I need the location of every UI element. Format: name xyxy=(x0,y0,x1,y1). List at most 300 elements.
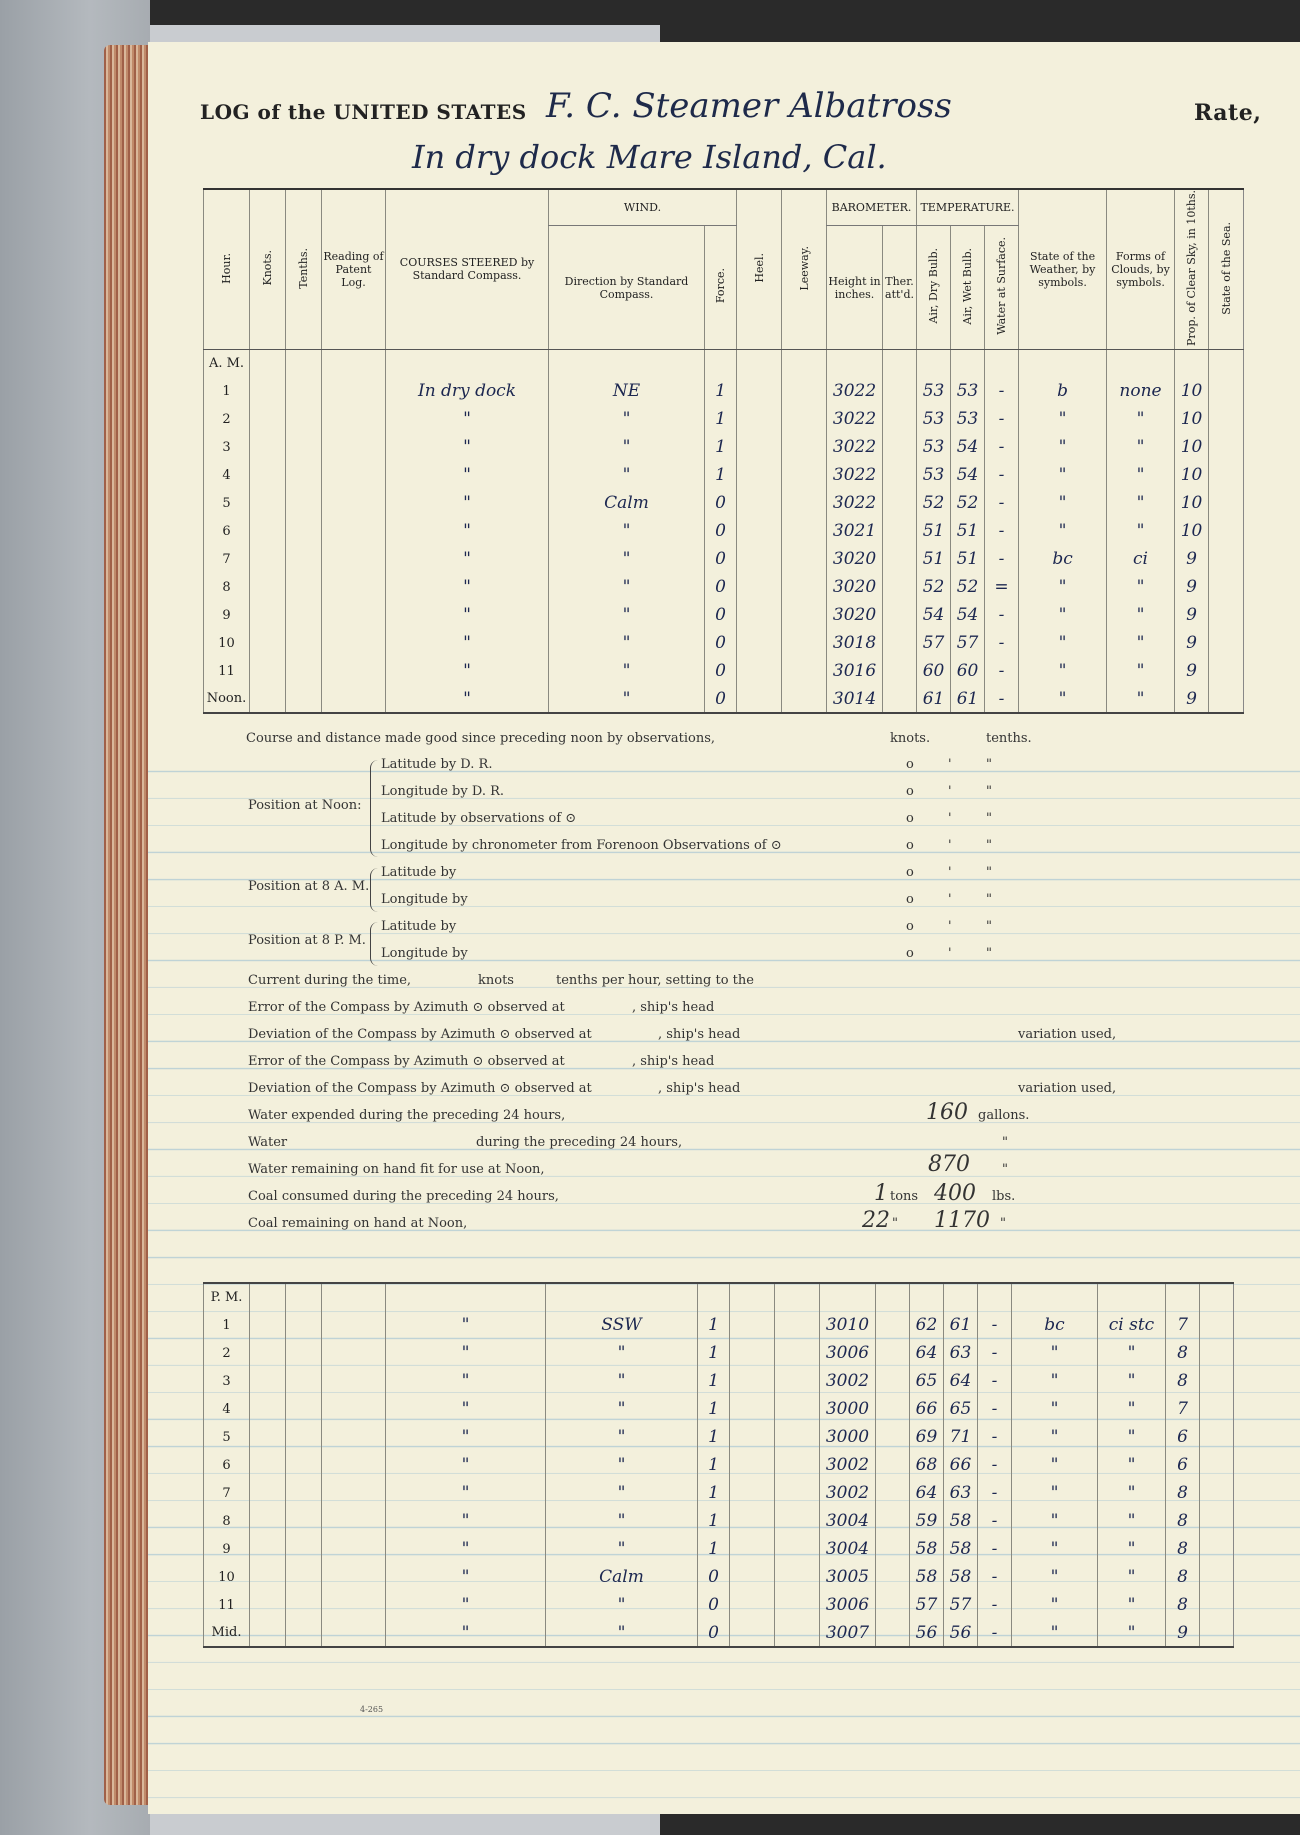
hour-cell: 11 xyxy=(204,657,250,685)
hour-cell: 9 xyxy=(204,601,250,629)
ships-head-3: , ship's head xyxy=(632,1054,715,1069)
coal-consumed-label: Coal consumed during the preceding 24 hours, xyxy=(248,1189,559,1204)
table-row xyxy=(204,405,1244,433)
table-row xyxy=(204,1535,1234,1563)
col-wind: WIND. xyxy=(549,189,737,226)
force-cell: 0 xyxy=(698,1563,730,1591)
col-patent-log: Reading of Patent Log. xyxy=(322,189,386,349)
dry-bulb-cell: 51 xyxy=(917,545,951,573)
weather-cell: " xyxy=(1012,1563,1098,1591)
water-surface-cell: - xyxy=(985,601,1019,629)
clear-sky-cell: 9 xyxy=(1166,1619,1200,1647)
coal-consumed-tons: 1 xyxy=(874,1181,888,1206)
wet-bulb-cell: 53 xyxy=(951,405,985,433)
dms-mark: ' xyxy=(948,811,952,826)
wet-bulb-cell: 58 xyxy=(944,1507,978,1535)
wet-bulb-cell: 58 xyxy=(944,1563,978,1591)
wet-bulb-cell: 64 xyxy=(944,1367,978,1395)
wind-cell: " xyxy=(546,1423,698,1451)
wind-cell: " xyxy=(549,657,705,685)
table-row xyxy=(204,377,1244,405)
lat-8pm: Latitude by xyxy=(381,919,457,934)
deviation-compass-1: Deviation of the Compass by Azimuth ⊙ observed at xyxy=(248,1027,592,1042)
dms-mark: o xyxy=(906,946,914,961)
hour-cell: 10 xyxy=(204,629,250,657)
clouds-cell: " xyxy=(1098,1479,1166,1507)
dry-bulb-cell: 52 xyxy=(917,573,951,601)
coal-remaining-tons: 22 xyxy=(862,1208,890,1233)
dry-bulb-cell: 59 xyxy=(910,1507,944,1535)
weather-cell: bc xyxy=(1019,545,1107,573)
dry-bulb-cell: 58 xyxy=(910,1563,944,1591)
weather-cell: " xyxy=(1012,1507,1098,1535)
hour-cell: 1 xyxy=(204,377,250,405)
wet-bulb-cell: 61 xyxy=(951,685,985,713)
dms-mark: " xyxy=(986,865,992,880)
barometer-cell: 3007 xyxy=(820,1619,876,1647)
lat-dr: Latitude by D. R. xyxy=(381,757,493,772)
wet-bulb-cell: 63 xyxy=(944,1339,978,1367)
table-row xyxy=(204,1395,1234,1423)
clouds-cell: " xyxy=(1098,1535,1166,1563)
dms-mark: ' xyxy=(948,865,952,880)
barometer-cell: 3022 xyxy=(827,433,883,461)
hour-cell: 8 xyxy=(204,573,250,601)
hour-cell: 5 xyxy=(204,1423,250,1451)
ditto-1: " xyxy=(1002,1135,1008,1150)
table-row xyxy=(204,657,1244,685)
dry-bulb-cell: 53 xyxy=(917,433,951,461)
noon-brace xyxy=(370,760,379,857)
dms-mark: ' xyxy=(948,919,952,934)
water-surface-cell: - xyxy=(978,1535,1012,1563)
table-row xyxy=(204,433,1244,461)
water-surface-cell: - xyxy=(978,1479,1012,1507)
course-cell: " xyxy=(386,545,549,573)
wind-cell: " xyxy=(549,545,705,573)
dms-mark: ' xyxy=(948,838,952,853)
wind-cell: " xyxy=(546,1451,698,1479)
weather-cell: " xyxy=(1012,1423,1098,1451)
col-weather: State of the Weather, by symbols. xyxy=(1019,189,1107,349)
course-cell: " xyxy=(386,489,549,517)
table-row xyxy=(204,573,1244,601)
weather-cell: " xyxy=(1012,1591,1098,1619)
clear-sky-cell: 9 xyxy=(1175,657,1209,685)
col-heel: Heel. xyxy=(737,189,782,349)
clouds-cell: " xyxy=(1107,685,1175,713)
wet-bulb-cell: 54 xyxy=(951,461,985,489)
weather-cell: " xyxy=(1019,489,1107,517)
weather-cell: " xyxy=(1019,405,1107,433)
table-row xyxy=(204,601,1244,629)
weather-cell: " xyxy=(1019,685,1107,713)
wet-bulb-cell: 52 xyxy=(951,573,985,601)
col-courses: COURSES STEERED by Standard Compass. xyxy=(386,189,549,349)
clouds-cell: " xyxy=(1107,461,1175,489)
dry-bulb-cell: 68 xyxy=(910,1451,944,1479)
col-knots: Knots. xyxy=(250,189,286,349)
barometer-cell: 3010 xyxy=(820,1311,876,1339)
tenths-label: tenths. xyxy=(986,731,1032,746)
water-surface-cell: - xyxy=(985,405,1019,433)
clear-sky-cell: 8 xyxy=(1166,1563,1200,1591)
clear-sky-cell: 8 xyxy=(1166,1367,1200,1395)
dms-mark: o xyxy=(906,865,914,880)
barometer-cell: 3002 xyxy=(820,1367,876,1395)
wind-cell: " xyxy=(546,1619,698,1647)
weather-cell: " xyxy=(1019,433,1107,461)
dry-bulb-cell: 62 xyxy=(910,1311,944,1339)
lat-obs: Latitude by observations of ⊙ xyxy=(381,811,577,826)
hour-cell: Mid. xyxy=(204,1619,250,1647)
hour-cell: 1 xyxy=(204,1311,250,1339)
weather-cell: " xyxy=(1019,573,1107,601)
course-cell: " xyxy=(386,629,549,657)
wind-cell: " xyxy=(549,629,705,657)
barometer-cell: 3006 xyxy=(820,1339,876,1367)
dms-mark: o xyxy=(906,811,914,826)
clouds-cell: " xyxy=(1098,1367,1166,1395)
force-cell: 0 xyxy=(705,685,737,713)
col-height: Height in inches. xyxy=(827,226,883,350)
clear-sky-cell: 8 xyxy=(1166,1479,1200,1507)
coal-remaining-lbs: 1170 xyxy=(934,1208,990,1233)
barometer-cell: 3002 xyxy=(820,1451,876,1479)
hour-cell: 10 xyxy=(204,1563,250,1591)
barometer-cell: 3006 xyxy=(820,1591,876,1619)
course-cell: " xyxy=(386,1563,546,1591)
clear-sky-cell: 10 xyxy=(1175,433,1209,461)
lat-8am: Latitude by xyxy=(381,865,457,880)
clear-sky-cell: 10 xyxy=(1175,377,1209,405)
weather-cell: " xyxy=(1019,461,1107,489)
barometer-cell: 3000 xyxy=(820,1423,876,1451)
dms-mark: " xyxy=(986,757,992,772)
course-cell: " xyxy=(386,1367,546,1395)
knots-label: knots. xyxy=(890,731,931,746)
rate-label: Rate, xyxy=(1194,100,1262,126)
wind-cell: SSW xyxy=(546,1311,698,1339)
water-surface-cell: - xyxy=(985,489,1019,517)
course-cell: " xyxy=(386,601,549,629)
course-cell: " xyxy=(386,461,549,489)
dms-mark: " xyxy=(986,892,992,907)
weather-cell: " xyxy=(1019,601,1107,629)
weather-cell: " xyxy=(1012,1535,1098,1563)
clear-sky-cell: 8 xyxy=(1166,1507,1200,1535)
wind-cell: " xyxy=(549,573,705,601)
water-surface-cell: - xyxy=(985,657,1019,685)
hour-cell: 4 xyxy=(204,1395,250,1423)
clear-sky-cell: 10 xyxy=(1175,461,1209,489)
col-temperature: TEMPERATURE. xyxy=(917,189,1019,226)
col-clear-sky: Prop. of Clear Sky, in 10ths. xyxy=(1175,189,1209,349)
clear-sky-cell: 6 xyxy=(1166,1423,1200,1451)
8pm-brace xyxy=(370,922,379,966)
dry-bulb-cell: 53 xyxy=(917,377,951,405)
col-ther: Ther. att'd. xyxy=(883,226,917,350)
am-label: A. M. xyxy=(204,349,250,377)
dry-bulb-cell: 54 xyxy=(917,601,951,629)
hour-cell: 3 xyxy=(204,1367,250,1395)
wet-bulb-cell: 65 xyxy=(944,1395,978,1423)
clear-sky-cell: 8 xyxy=(1166,1591,1200,1619)
barometer-cell: 3002 xyxy=(820,1479,876,1507)
col-force: Force. xyxy=(705,226,737,350)
table-row xyxy=(204,461,1244,489)
ships-head-2: , ship's head xyxy=(658,1027,741,1042)
dms-mark: o xyxy=(906,919,914,934)
deviation-compass-2: Deviation of the Compass by Azimuth ⊙ observed at xyxy=(248,1081,592,1096)
clouds-cell: none xyxy=(1107,377,1175,405)
wet-bulb-cell: 57 xyxy=(944,1591,978,1619)
table-row xyxy=(204,545,1244,573)
dms-mark: o xyxy=(906,784,914,799)
ditto-3: " xyxy=(892,1216,898,1231)
course-cell: " xyxy=(386,685,549,713)
barometer-cell: 3018 xyxy=(827,629,883,657)
wind-cell: " xyxy=(546,1339,698,1367)
dms-mark: ' xyxy=(948,784,952,799)
hour-cell: 3 xyxy=(204,433,250,461)
barometer-cell: 3020 xyxy=(827,573,883,601)
wind-cell: " xyxy=(546,1535,698,1563)
force-cell: 1 xyxy=(698,1395,730,1423)
dry-bulb-cell: 53 xyxy=(917,461,951,489)
dms-mark: ' xyxy=(948,946,952,961)
course-cell: " xyxy=(386,1619,546,1647)
wind-cell: " xyxy=(546,1479,698,1507)
barometer-cell: 3022 xyxy=(827,377,883,405)
pm-label: P. M. xyxy=(204,1283,250,1311)
course-cell: " xyxy=(386,1339,546,1367)
course-cell: " xyxy=(386,1395,546,1423)
wind-cell: " xyxy=(549,517,705,545)
water-surface-cell: - xyxy=(978,1367,1012,1395)
clouds-cell: " xyxy=(1098,1339,1166,1367)
col-wind-direction: Direction by Standard Compass. xyxy=(549,226,705,350)
water-remaining-value: 870 xyxy=(928,1152,970,1177)
hour-cell: 2 xyxy=(204,1339,250,1367)
water-surface-cell: = xyxy=(985,573,1019,601)
course-cell: " xyxy=(386,1591,546,1619)
force-cell: 1 xyxy=(698,1367,730,1395)
water-during-label: during the preceding 24 hours, xyxy=(476,1135,683,1150)
dms-mark: o xyxy=(906,892,914,907)
wind-cell: " xyxy=(549,433,705,461)
water-expended-value: 160 xyxy=(926,1100,968,1125)
dms-mark: ' xyxy=(948,892,952,907)
barometer-cell: 3022 xyxy=(827,489,883,517)
ditto-2: " xyxy=(1002,1162,1008,1177)
weather-cell: " xyxy=(1012,1395,1098,1423)
force-cell: 1 xyxy=(698,1535,730,1563)
wet-bulb-cell: 56 xyxy=(944,1619,978,1647)
weather-cell: " xyxy=(1012,1339,1098,1367)
clear-sky-cell: 9 xyxy=(1175,601,1209,629)
barometer-cell: 3016 xyxy=(827,657,883,685)
wet-bulb-cell: 51 xyxy=(951,517,985,545)
clear-sky-cell: 9 xyxy=(1175,545,1209,573)
ditto-4: " xyxy=(1000,1216,1006,1231)
barometer-cell: 3004 xyxy=(820,1535,876,1563)
force-cell: 1 xyxy=(705,405,737,433)
water-surface-cell: - xyxy=(978,1339,1012,1367)
dry-bulb-cell: 57 xyxy=(910,1591,944,1619)
force-cell: 0 xyxy=(698,1619,730,1647)
table-row xyxy=(204,517,1244,545)
barometer-cell: 3020 xyxy=(827,545,883,573)
wet-bulb-cell: 52 xyxy=(951,489,985,517)
position-8am-label: Position at 8 A. M. xyxy=(248,879,370,894)
clouds-cell: " xyxy=(1107,405,1175,433)
water-label: Water xyxy=(248,1135,288,1150)
wet-bulb-cell: 54 xyxy=(951,601,985,629)
wet-bulb-cell: 60 xyxy=(951,657,985,685)
hour-cell: 9 xyxy=(204,1535,250,1563)
weather-cell: " xyxy=(1012,1367,1098,1395)
hour-cell: 8 xyxy=(204,1507,250,1535)
wind-cell: " xyxy=(549,685,705,713)
water-surface-cell: - xyxy=(978,1591,1012,1619)
dry-bulb-cell: 61 xyxy=(917,685,951,713)
col-air-wet: Air, Wet Bulb. xyxy=(951,226,985,350)
wind-cell: " xyxy=(546,1395,698,1423)
dry-bulb-cell: 53 xyxy=(917,405,951,433)
wind-cell: " xyxy=(549,405,705,433)
water-surface-cell: - xyxy=(985,433,1019,461)
8am-brace xyxy=(370,868,379,912)
barometer-cell: 3004 xyxy=(820,1507,876,1535)
hour-cell: 6 xyxy=(204,517,250,545)
dms-mark: o xyxy=(906,757,914,772)
pm-log-table xyxy=(203,1282,1234,1648)
course-line: Course and distance made good since preceding noon by observations, xyxy=(246,731,716,746)
wet-bulb-cell: 54 xyxy=(951,433,985,461)
wind-cell: " xyxy=(549,461,705,489)
coal-remaining-label: Coal remaining on hand at Noon, xyxy=(248,1216,468,1231)
table-row xyxy=(204,1311,1234,1339)
force-cell: 1 xyxy=(698,1311,730,1339)
hour-cell: 5 xyxy=(204,489,250,517)
variation-2: variation used, xyxy=(1018,1081,1117,1096)
wind-cell: " xyxy=(546,1367,698,1395)
dms-mark: " xyxy=(986,784,992,799)
table-row xyxy=(204,1451,1234,1479)
force-cell: 1 xyxy=(698,1451,730,1479)
barometer-cell: 3021 xyxy=(827,517,883,545)
wet-bulb-cell: 58 xyxy=(944,1535,978,1563)
am-label-row xyxy=(204,349,1244,377)
course-cell: " xyxy=(386,573,549,601)
table-row xyxy=(204,1479,1234,1507)
water-expended-label: Water expended during the preceding 24 hours, xyxy=(248,1108,566,1123)
table-row xyxy=(204,1619,1234,1647)
dms-mark: " xyxy=(986,946,992,961)
weather-cell: " xyxy=(1019,517,1107,545)
clouds-cell: " xyxy=(1098,1395,1166,1423)
barometer-cell: 3022 xyxy=(827,405,883,433)
water-surface-cell: - xyxy=(985,685,1019,713)
wet-bulb-cell: 53 xyxy=(951,377,985,405)
position-noon-label: Position at Noon: xyxy=(248,798,362,813)
ships-head-1: , ship's head xyxy=(632,1000,715,1015)
water-surface-cell: - xyxy=(978,1395,1012,1423)
barometer-cell: 3022 xyxy=(827,461,883,489)
table-row xyxy=(204,1507,1234,1535)
clear-sky-cell: 10 xyxy=(1175,517,1209,545)
weather-cell: bc xyxy=(1012,1311,1098,1339)
log-page xyxy=(148,42,1300,1814)
clouds-cell: " xyxy=(1098,1563,1166,1591)
water-surface-cell: - xyxy=(978,1563,1012,1591)
weather-cell: b xyxy=(1019,377,1107,405)
table-row xyxy=(204,1367,1234,1395)
water-surface-cell: - xyxy=(978,1451,1012,1479)
vessel-name: F. C. Steamer Albatross xyxy=(546,86,952,126)
weather-cell: " xyxy=(1012,1619,1098,1647)
force-cell: 1 xyxy=(698,1339,730,1367)
wet-bulb-cell: 61 xyxy=(944,1311,978,1339)
weather-cell: " xyxy=(1019,657,1107,685)
clouds-cell: " xyxy=(1107,657,1175,685)
col-water-surface: Water at Surface. xyxy=(985,226,1019,350)
tons-label: tons xyxy=(890,1189,919,1204)
lon-8am: Longitude by xyxy=(381,892,468,907)
clear-sky-cell: 8 xyxy=(1166,1535,1200,1563)
clouds-cell: " xyxy=(1107,489,1175,517)
page-edges xyxy=(104,45,150,1805)
dry-bulb-cell: 65 xyxy=(910,1367,944,1395)
current-knots: knots xyxy=(478,973,514,988)
dms-mark: " xyxy=(986,838,992,853)
hour-cell: 4 xyxy=(204,461,250,489)
force-cell: 0 xyxy=(705,657,737,685)
col-clouds: Forms of Clouds, by symbols. xyxy=(1107,189,1175,349)
water-surface-cell: - xyxy=(985,377,1019,405)
hour-cell: 7 xyxy=(204,545,250,573)
wet-bulb-cell: 63 xyxy=(944,1479,978,1507)
clouds-cell: " xyxy=(1107,573,1175,601)
col-leeway: Leeway. xyxy=(782,189,827,349)
wind-cell: Calm xyxy=(549,489,705,517)
water-surface-cell: - xyxy=(985,629,1019,657)
form-number: 4-265 xyxy=(360,1705,384,1714)
force-cell: 0 xyxy=(698,1591,730,1619)
position-8pm-label: Position at 8 P. M. xyxy=(248,933,366,948)
dry-bulb-cell: 52 xyxy=(917,489,951,517)
col-hour: Hour. xyxy=(204,189,250,349)
col-tenths: Tenths. xyxy=(286,189,322,349)
force-cell: 0 xyxy=(705,573,737,601)
col-air-dry: Air, Dry Bulb. xyxy=(917,226,951,350)
col-barometer: BAROMETER. xyxy=(827,189,917,226)
course-cell: " xyxy=(386,1451,546,1479)
log-title: LOG of the UNITED STATES xyxy=(200,100,527,124)
wind-cell: " xyxy=(546,1591,698,1619)
clear-sky-cell: 8 xyxy=(1166,1339,1200,1367)
barometer-cell: 3000 xyxy=(820,1395,876,1423)
clouds-cell: " xyxy=(1098,1591,1166,1619)
force-cell: 1 xyxy=(698,1423,730,1451)
clear-sky-cell: 10 xyxy=(1175,405,1209,433)
ships-head-4: , ship's head xyxy=(658,1081,741,1096)
dry-bulb-cell: 51 xyxy=(917,517,951,545)
weather-cell: " xyxy=(1012,1451,1098,1479)
coal-consumed-lbs: 400 xyxy=(934,1181,976,1206)
clouds-cell: " xyxy=(1107,433,1175,461)
